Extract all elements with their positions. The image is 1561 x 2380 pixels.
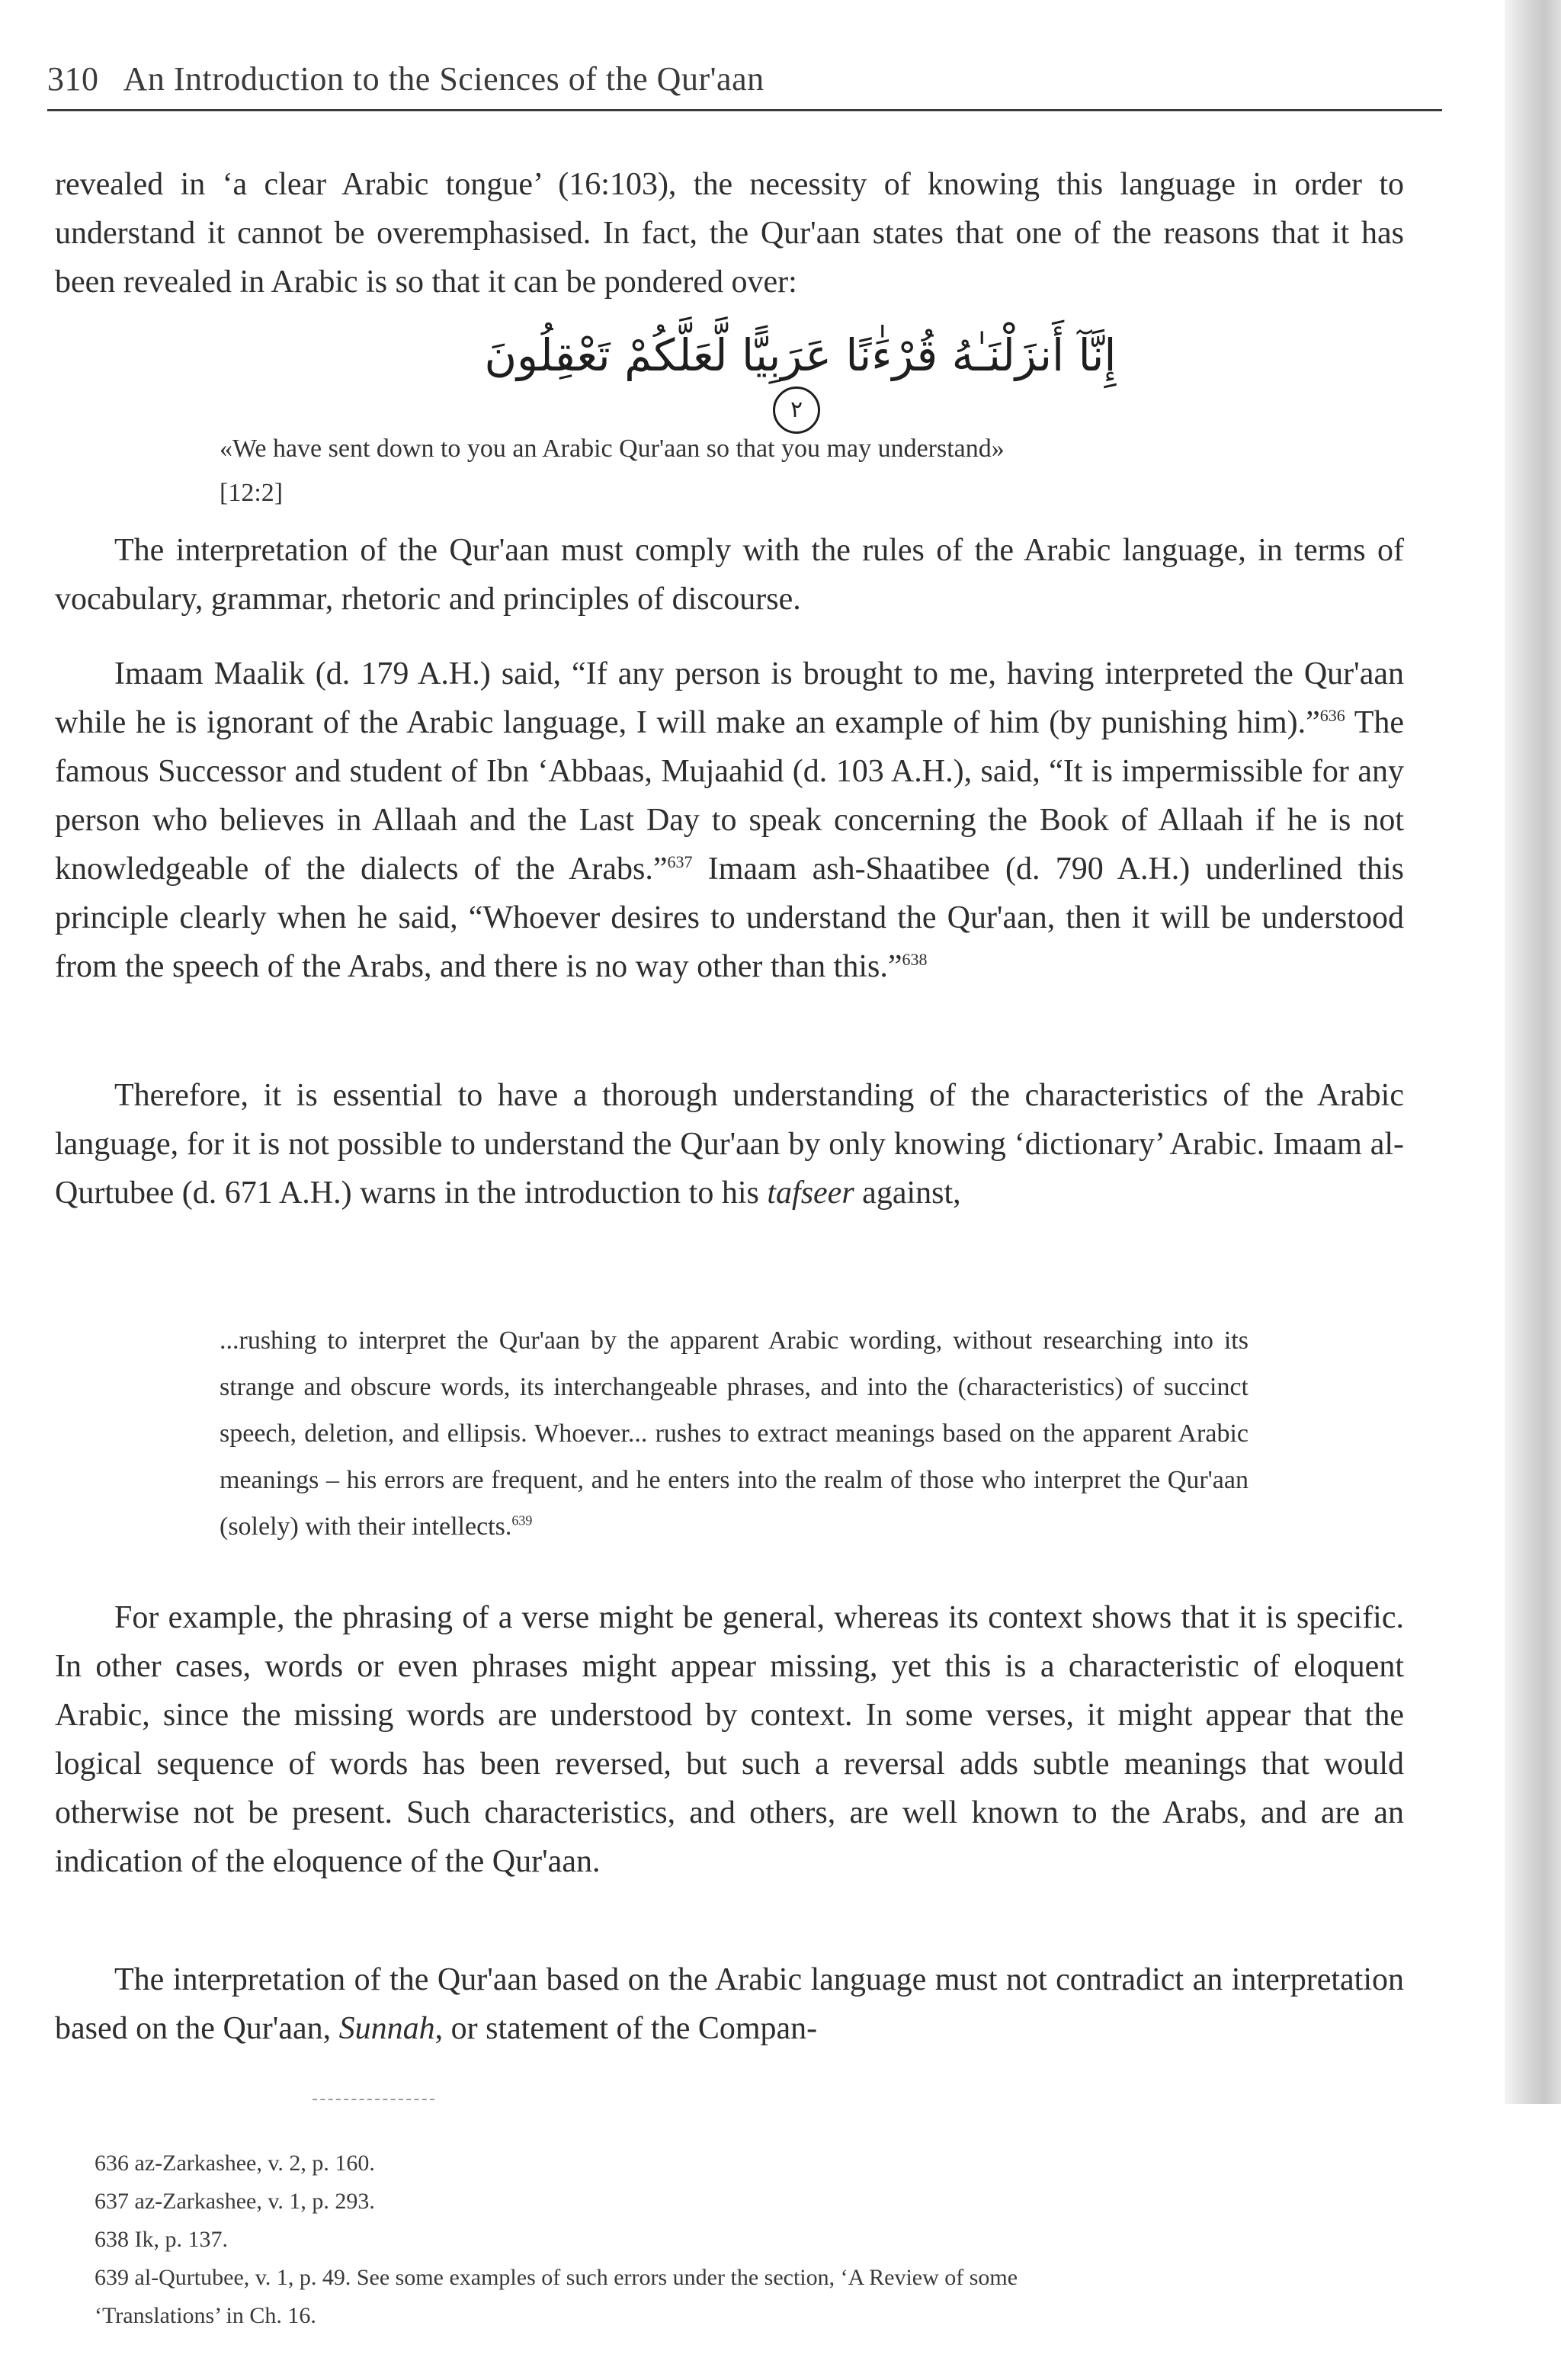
paragraph-6: The interpretation of the Qur'aan based on the Arabic language must not contradict an interpretation based on the Qur'aan, Sunnah, or statement of the Compan- (55, 1962, 1404, 2046)
ayah-number-mark: ٢ (773, 387, 820, 434)
footnote-636: 636 az-Zarkashee, v. 2, p. 160. (95, 2151, 375, 2176)
paragraph-2: The interpretation of the Qur'aan must comply with the rules of the Arabic language, in terms of vocabulary, grammar, rhetoric and principles of discourse. (55, 533, 1404, 617)
footnote-639-continued: ‘Translations’ in Ch. 16. (95, 2303, 316, 2328)
verse-translation-block (220, 427, 1363, 515)
header-rule (47, 109, 1442, 111)
footnote-ref: 639 (511, 1512, 533, 1528)
verse-translation: «We have sent down to you an Arabic Qur'aan so that you may understand» (220, 435, 1005, 463)
footnote-638: 638 Ik, p. 137. (95, 2227, 228, 2252)
paragraph-1: revealed in ‘a clear Arabic tongue’ (16:103), the necessity of knowing this language in order to understand it cannot be overemphasised. In fact, the Qur'aan states that one of the reasons that it has been revealed in Arabic is so that it can be pondered over: (55, 167, 1404, 300)
italic-term: tafseer (767, 1176, 854, 1211)
footnotes (95, 2146, 1406, 2337)
footnote-ref: 636 (1319, 706, 1345, 725)
footnote-ref: 637 (667, 852, 693, 871)
italic-term: Sunnah (338, 2011, 435, 2046)
footnote-639: 639 al-Qurtubee, v. 1, p. 49. See some examples of such errors under the section, ‘A Review of some (95, 2265, 1018, 2290)
block-quote: ...rushing to interpret the Qur'aan by the apparent Arabic wording, without researching into its strange and obscure words, its interchangeable phrases, and into the (characteristics) of succinct speech, deletion, and ellipsis. Whoever... rushes to extract meanings based on the apparent Arabic meanings – his errors are frequent, and he enters into the realm of those who interpret the Qur'aan (solely) with their intellects.$^{639}$ (220, 1326, 1248, 1541)
footnote-ref: 638 (902, 950, 928, 969)
verse-arabic-text: إِنَّآ أَنزَلْنَـٰهُ قُرْءَٰنًا عَرَبِيًّا لَّعَلَّكُمْ تَعْقِلُونَ (484, 329, 1117, 381)
footnote-separator (313, 2099, 434, 2102)
footnote-637: 637 az-Zarkashee, v. 1, p. 293. (95, 2189, 375, 2214)
paragraph-3: Imaam Maalik (d. 179 A.H.) said, “If any person is brought to me, having interpreted the Qur'aan while he is ignorant of the Arabic language, I will make an example of him (by punishing him).”$^{636}$ The famous Successor and student of Ibn ‘Abbaas, Mujaahid (d. 103 A.H.), said, “It is impermissible for any person who believes in Allaah and the Last Day to speak concerning the Book of Allaah if he is not knowledgeable of the dialects of the Arabs.”$^{637}$ Imaam ash-Shaatibee (d. 790 A.H.) underlined this principle clearly when he said, “Whoever desires to understand the Qur'aan, then it will be understood from the speech of the Arabs, and there is no way other than this.”$^{638}$ (55, 656, 1405, 984)
paragraph-5: For example, the phrasing of a verse might be general, whereas its context shows that it is specific. In other cases, words or even phrases might appear missing, yet this is a characteristic of eloquent Arabic, since the missing words are understood by context. In some verses, it might appear that the logical sequence of words has been reversed, but such a reversal adds subtle meanings that would otherwise not be present. Such characteristics, and others, are well known to the Arabs, and are an indication of the eloquence of the Qur'aan. (55, 1600, 1404, 1879)
quran-verse-arabic (457, 329, 1143, 423)
page-number: 310 (47, 60, 99, 98)
page-edge-shadow (1505, 0, 1561, 2104)
running-header (47, 59, 1442, 98)
running-title: An Introduction to the Sciences of the Qur'aan (123, 60, 764, 98)
verse-reference: [12:2] (220, 479, 284, 507)
paragraph-4: Therefore, it is essential to have a thorough understanding of the characteristics of the Arabic language, for it is not possible to understand the Qur'aan by only knowing ‘dictionary’ Arabic. Imaam al-Qurtubee (d. 671 A.H.) warns in the introduction to his tafseer against, (55, 1078, 1404, 1211)
